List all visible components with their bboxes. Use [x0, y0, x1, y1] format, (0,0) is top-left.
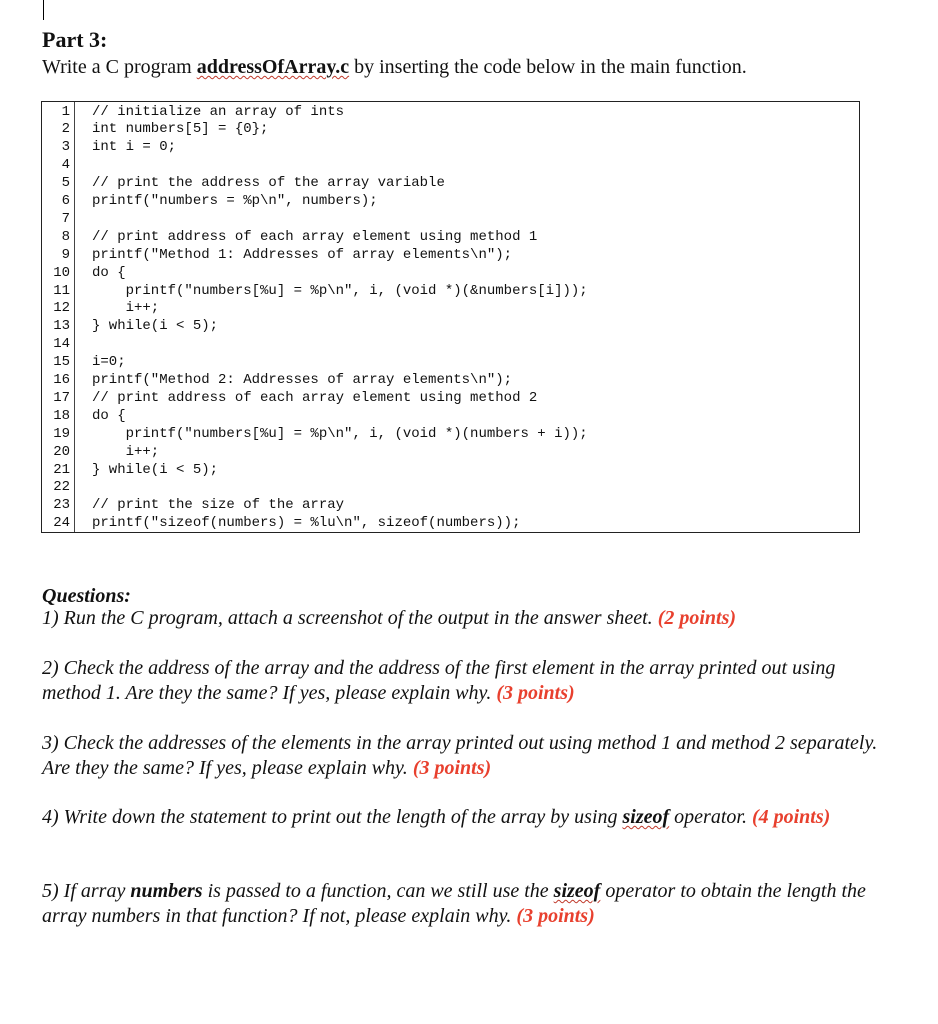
question-2: 2) Check the address of the array and the address of the first element in the array printed out using method 1. Are they the same? If yes, please explain why. (3 points): [42, 657, 836, 704]
line-number: 8: [61, 228, 70, 245]
code-text: printf("Method 1: Addresses of array elements\n");: [92, 246, 513, 263]
line-number: 15: [53, 354, 70, 371]
code-text: printf("numbers = %p\n", numbers);: [92, 193, 378, 209]
sizeof-keyword: sizeof: [622, 806, 670, 828]
code-line: [42, 211, 859, 229]
code-line: [42, 139, 859, 157]
line-number: 17: [53, 389, 70, 406]
code-text: // print address of each array element using method 1: [92, 228, 538, 245]
question-4: 4) Write down the statement to print out the length of the array by using sizeof operator. (4 points): [42, 806, 831, 828]
code-line: [42, 318, 859, 336]
code-line: [42, 175, 859, 193]
line-number: 16: [53, 372, 70, 388]
program-filename: addressOfArray.c: [196, 56, 350, 78]
line-number: 20: [53, 443, 70, 460]
code-line: [42, 444, 859, 462]
code-line: [42, 157, 859, 175]
code-text: int numbers[5] = {0};: [92, 121, 269, 138]
line-number: 5: [61, 175, 70, 192]
line-number: 9: [61, 246, 70, 263]
code-text: i=0;: [92, 354, 126, 371]
line-number: 12: [53, 300, 70, 317]
line-number: 14: [53, 336, 70, 353]
code-line: [42, 479, 859, 497]
question-1-points: (2 points): [657, 607, 737, 629]
code-line: [42, 390, 859, 408]
line-number: 2: [61, 121, 70, 138]
question-3-points: (3 points): [412, 757, 492, 779]
code-text: i++;: [92, 300, 160, 317]
code-text: do {: [92, 264, 126, 281]
line-number: 11: [53, 282, 70, 299]
code-text: i++;: [92, 443, 160, 460]
code-line: [42, 104, 859, 122]
numbers-keyword: numbers: [130, 880, 203, 902]
question-4-points: (4 points): [751, 806, 831, 828]
code-line: [42, 300, 859, 318]
line-number: 22: [53, 479, 70, 496]
code-listing: [41, 101, 860, 533]
code-text: printf("sizeof(numbers) = %lu\n", sizeof(numbers));: [92, 515, 521, 532]
code-text: int i = 0;: [92, 139, 177, 156]
line-number: 6: [61, 193, 70, 209]
code-text: // initialize an array of ints: [92, 103, 345, 120]
code-line: [42, 408, 859, 426]
question-5-points: (3 points): [516, 905, 595, 927]
code-line: [42, 283, 859, 301]
line-number: 7: [61, 210, 70, 227]
question-3: 3) Check the addresses of the elements in the array printed out using method 1 and method 2 separately. Are they the same? If yes, please explain why. (3 points): [42, 732, 878, 779]
code-line: [42, 265, 859, 283]
line-number: 13: [53, 318, 70, 335]
code-line: [42, 247, 859, 265]
code-text: do {: [92, 407, 126, 424]
code-text: // print address of each array element using method 2: [92, 389, 538, 406]
code-line: [42, 121, 859, 139]
code-line: [42, 462, 859, 480]
line-number: 24: [53, 515, 70, 532]
code-line: [42, 372, 859, 390]
code-line: [42, 426, 859, 444]
code-text: } while(i < 5);: [92, 461, 219, 478]
line-number: 4: [61, 157, 70, 174]
code-text: printf("numbers[%u] = %p\n", i, (void *)(&numbers[i]));: [92, 282, 588, 299]
code-text: printf("numbers[%u] = %p\n", i, (void *)(numbers + i));: [92, 425, 588, 442]
part-title: Part 3:: [42, 27, 108, 52]
question-5: 5) If array numbers is passed to a function, can we still use the sizeof operator to obtain the length the array numbers in that function? If not, please explain why. (3 points): [42, 880, 866, 927]
line-number: 18: [53, 407, 70, 424]
line-number: 23: [53, 497, 70, 514]
line-number: 21: [53, 461, 70, 478]
code-line: [42, 336, 859, 354]
code-line: [42, 515, 859, 533]
question-1: 1) Run the C program, attach a screenshot of the output in the answer sheet. (2 points): [42, 607, 737, 629]
code-line: [42, 229, 859, 247]
question-2-points: (3 points): [496, 682, 575, 704]
instruction-prefix: Write a C program: [42, 56, 197, 78]
code-text: // print the size of the array: [92, 497, 345, 514]
code-line: [42, 354, 859, 372]
code-line: [42, 193, 859, 211]
sizeof-keyword: sizeof: [553, 880, 601, 902]
instruction: [42, 53, 747, 81]
text-cursor: [43, 0, 44, 20]
questions-heading: Questions:: [42, 585, 131, 607]
line-number: 3: [61, 139, 70, 156]
code-text: printf("Method 2: Addresses of array elements\n");: [92, 372, 513, 388]
line-number: 10: [53, 264, 70, 281]
line-number: 19: [53, 425, 70, 442]
code-line: [42, 497, 859, 515]
instruction-suffix: by inserting the code below in the main function.: [349, 56, 747, 78]
line-number: 1: [61, 103, 70, 120]
code-text: // print the address of the array variable: [92, 175, 445, 192]
code-text: } while(i < 5);: [92, 318, 219, 335]
